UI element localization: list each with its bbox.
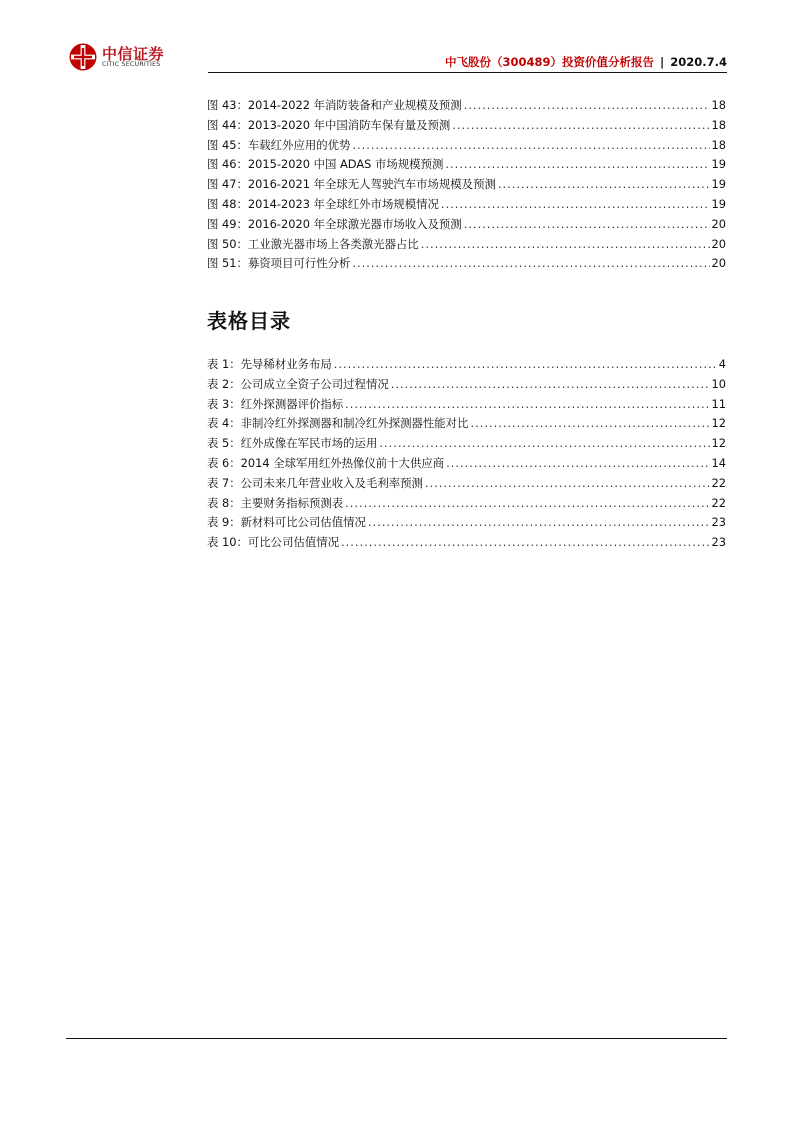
toc-label: 图 49：2016-2020 年全球激光器市场收入及预测 (207, 216, 462, 231)
toc-label: 表 7：公司未来几年营业收入及毛利率预测 (207, 475, 423, 490)
toc-leader (464, 215, 710, 235)
toc-page: 20 (711, 236, 726, 251)
footer-divider (66, 1038, 727, 1039)
toc-row[interactable] (207, 414, 726, 434)
logo-chinese-text: 中信证券 (102, 45, 165, 63)
header-separator: | (660, 55, 665, 69)
figure-list (207, 96, 726, 274)
report-date: 2020.7.4 (670, 55, 727, 69)
toc-leader (368, 513, 710, 533)
toc-row[interactable] (207, 474, 726, 494)
toc-page: 18 (711, 137, 726, 152)
toc-row[interactable] (207, 215, 726, 235)
toc-page: 18 (711, 98, 726, 112)
toc-page: 19 (711, 177, 726, 192)
toc-label: 图 51：募资项目可行性分析 (207, 256, 351, 271)
toc-row[interactable] (207, 434, 726, 454)
toc-page: 19 (711, 196, 726, 211)
toc-row[interactable] (207, 454, 726, 474)
toc-page: 22 (711, 495, 726, 510)
toc-label: 图 45：车载红外应用的优势 (207, 137, 351, 152)
toc-page: 11 (711, 396, 726, 411)
toc-page: 4 (718, 357, 726, 371)
toc-leader (345, 395, 709, 415)
toc-label: 表 9：新材料可比公司估值情况 (207, 515, 366, 530)
toc-label: 表 2：公司成立全资子公司过程情况 (207, 376, 389, 391)
toc-row[interactable] (207, 116, 726, 136)
toc-label: 表 10：可比公司估值情况 (207, 535, 340, 550)
toc-leader (441, 195, 710, 215)
toc-row[interactable] (207, 155, 726, 175)
toc-row[interactable] (207, 175, 726, 195)
toc-page: 19 (711, 157, 726, 172)
toc-leader (421, 235, 710, 255)
toc-page: 22 (711, 475, 726, 490)
toc-label: 图 50：工业激光器市场上各类激光器占比 (207, 236, 419, 251)
citic-logo (68, 42, 178, 72)
toc-leader (464, 96, 710, 116)
toc-row[interactable] (207, 494, 726, 514)
toc-label: 表 6：2014 全球军用红外热像仪前十大供应商 (207, 455, 445, 470)
toc-page: 23 (711, 515, 726, 530)
toc-row[interactable] (207, 355, 726, 375)
toc-row[interactable] (207, 375, 726, 395)
table-list (207, 355, 726, 553)
header-divider (208, 72, 727, 73)
toc-page: 23 (711, 535, 726, 550)
toc-row[interactable] (207, 533, 726, 553)
toc-label: 表 5：红外成像在军民市场的运用 (207, 436, 378, 451)
table-list-heading: 表格目录 (207, 309, 291, 333)
toc-row[interactable] (207, 513, 726, 533)
toc-label: 图 47：2016-2021 年全球无人驾驶汽车市场规模及预测 (207, 177, 496, 192)
toc-page: 14 (711, 455, 726, 470)
toc-page: 12 (711, 416, 726, 431)
report-title: 中飞股份（300489）投资价值分析报告 (445, 55, 655, 69)
toc-leader (498, 175, 710, 195)
toc-page: 10 (711, 376, 726, 391)
toc-leader (391, 375, 710, 395)
toc-row[interactable] (207, 136, 726, 156)
toc-label: 表 1：先导稀材业务布局 (207, 357, 332, 371)
toc-row[interactable] (207, 235, 726, 255)
toc-label: 表 8：主要财务指标预测表 (207, 495, 344, 510)
toc-page: 20 (711, 256, 726, 271)
toc-leader (379, 434, 709, 454)
toc-page: 12 (711, 436, 726, 451)
toc-row[interactable] (207, 195, 726, 215)
toc-label: 图 46：2015-2020 中国 ADAS 市场规模预测 (207, 157, 444, 172)
report-header (445, 54, 727, 70)
toc-leader (334, 355, 717, 375)
toc-leader (352, 254, 709, 274)
toc-label: 图 44：2013-2020 年中国消防车保有量及预测 (207, 117, 451, 132)
toc-leader (425, 474, 710, 494)
toc-label: 表 3：红外探测器评价指标 (207, 396, 344, 411)
toc-leader (446, 454, 709, 474)
toc-row[interactable] (207, 254, 726, 274)
toc-label: 图 48：2014-2023 年全球红外市场规模情况 (207, 196, 439, 211)
toc-page: 20 (711, 216, 726, 231)
toc-leader (352, 136, 709, 156)
toc-page: 18 (711, 117, 726, 132)
toc-leader (445, 155, 709, 175)
toc-leader (452, 116, 709, 136)
toc-leader (470, 414, 709, 434)
toc-label: 图 43：2014-2022 年消防装备和产业规模及预测 (207, 98, 462, 112)
toc-leader (341, 533, 709, 553)
citic-logo-icon (68, 42, 98, 72)
toc-row[interactable] (207, 395, 726, 415)
toc-leader (345, 494, 709, 514)
logo-english-text: CITIC SECURITIES (102, 61, 161, 68)
toc-row[interactable] (207, 96, 726, 116)
toc-label: 表 4：非制冷红外探测器和制冷红外探测器性能对比 (207, 416, 469, 431)
